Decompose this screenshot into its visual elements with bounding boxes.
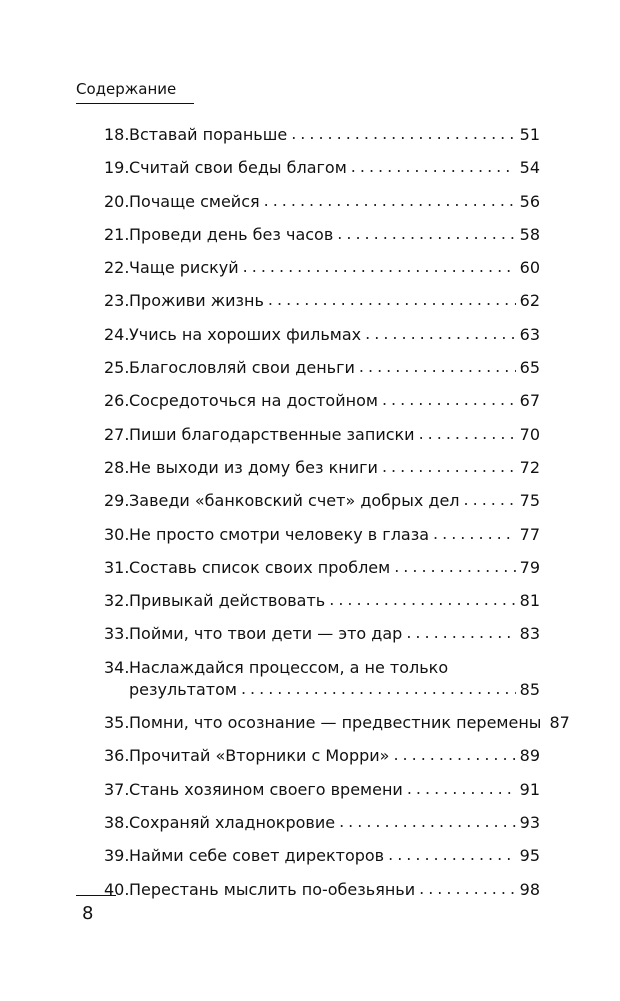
toc-entry [104, 712, 570, 734]
toc-entry-number: 30. [104, 524, 130, 544]
toc-entry [104, 745, 540, 767]
toc-entry-page: 93 [519, 812, 540, 832]
toc-entry-title: Пиши благодарственные записки [129, 424, 415, 444]
toc-entry-page: 91 [519, 779, 540, 799]
toc-entry-number: 37. [104, 779, 130, 799]
toc-leader-dots [329, 589, 515, 611]
toc-entry-number: 21. [104, 224, 130, 244]
toc-entry-page: 95 [519, 846, 540, 866]
toc-entry-page: 62 [519, 291, 540, 311]
toc-entry-page: 77 [519, 524, 540, 544]
toc-entry-title: Помни, что осознание — предвестник перемены [129, 713, 542, 733]
toc-entry [104, 257, 540, 279]
toc-entry-page: 98 [519, 879, 540, 899]
toc-entry-title: Наслаждайся процессом, а не только [129, 657, 449, 677]
toc-entry [104, 812, 540, 834]
toc-entry-title: Благословляй свои деньги [129, 358, 355, 378]
toc-entry-number: 31. [104, 557, 130, 577]
toc-entry-number: 32. [104, 591, 130, 611]
toc-entry-title: Привыкай действовать [129, 591, 326, 611]
toc-entry-number: 39. [104, 846, 130, 866]
toc-entry-title: Найми себе совет директоров [129, 846, 385, 866]
toc-leader-dots [382, 389, 516, 411]
toc-entry-number: 20. [104, 191, 130, 211]
toc-leader-dots [359, 356, 516, 378]
toc-entry-number: 27. [104, 424, 130, 444]
toc-entry [104, 879, 540, 901]
toc-entry [104, 390, 540, 412]
toc-entry [104, 157, 540, 179]
running-head-title: Содержание [76, 80, 177, 98]
toc-entry-number: 23. [104, 291, 130, 311]
toc-leader-dots [241, 678, 516, 700]
toc-entry-title: Считай свои беды благом [129, 158, 347, 178]
toc-entry-page: 70 [519, 424, 540, 444]
toc-entry [104, 657, 540, 701]
toc-entry [104, 524, 540, 546]
toc-entry-number: 35. [104, 713, 130, 733]
footer-rule [76, 895, 116, 896]
toc-leader-dots [268, 289, 516, 311]
toc-entry-number: 19. [104, 158, 130, 178]
toc-entry-number: 40. [104, 879, 130, 899]
toc-entry [104, 124, 540, 146]
toc-entry-page: 63 [519, 324, 540, 344]
toc-entry-number: 22. [104, 258, 130, 278]
toc-leader-dots [339, 811, 516, 833]
toc-entry [104, 457, 540, 479]
toc-entry-title-cont: результатом [129, 679, 237, 699]
toc-entry-title: Сосредоточься на достойном [129, 391, 378, 411]
toc-entry [104, 779, 540, 801]
toc-entry-title: Учись на хороших фильмах [129, 324, 362, 344]
toc-leader-dots [464, 489, 516, 511]
toc-entry-number: 34. [104, 657, 130, 677]
toc-entry-number: 26. [104, 391, 130, 411]
toc-entry-page: 60 [519, 258, 540, 278]
toc-entry-page: 75 [519, 491, 540, 511]
toc-entry-number: 38. [104, 812, 130, 832]
toc-entry-page: 72 [519, 457, 540, 477]
toc-entry [104, 224, 540, 246]
toc-entry-page: 67 [519, 391, 540, 411]
toc-entry-title: Вставай пораньше [129, 125, 288, 144]
toc-leader-dots [419, 878, 516, 900]
toc-entry [104, 845, 540, 867]
toc-entry-page: 54 [519, 158, 540, 178]
toc-entry-page: 87 [549, 713, 570, 733]
toc-entry-title: Не выходи из дому без книги [129, 457, 378, 477]
toc-leader-dots [393, 744, 515, 766]
toc-entry [104, 590, 540, 612]
toc-entry-page: 89 [519, 746, 540, 766]
toc-entry-title: Составь список своих проблем [129, 557, 391, 577]
toc-entry-title: Прочитай «Вторники с Морри» [129, 746, 390, 766]
toc-leader-dots [382, 456, 516, 478]
table-of-contents [104, 124, 570, 912]
toc-entry-title: Почаще смейся [129, 191, 260, 211]
toc-entry [104, 424, 540, 446]
toc-entry-number: 33. [104, 624, 130, 644]
toc-leader-dots [291, 123, 515, 145]
toc-entry-number: 28. [104, 457, 130, 477]
toc-entry-title: Чаще рискуй [129, 258, 239, 278]
toc-entry-title: Заведи «банковский счет» добрых дел [129, 491, 460, 511]
toc-entry-page: 81 [519, 591, 540, 611]
toc-entry-number: 25. [104, 358, 130, 378]
toc-entry [104, 191, 540, 213]
toc-entry-page: 65 [519, 358, 540, 378]
toc-leader-dots [394, 556, 515, 578]
toc-entry [104, 623, 540, 645]
toc-entry-title: Пойми, что твои дети — это дар [129, 624, 403, 644]
toc-entry [104, 490, 540, 512]
running-head [76, 80, 194, 104]
toc-entry-number: 36. [104, 746, 130, 766]
toc-leader-dots [264, 190, 516, 212]
toc-entry [104, 324, 540, 346]
toc-entry-title: Не просто смотри человеку в глаза [129, 524, 430, 544]
toc-entry [104, 557, 540, 579]
toc-leader-dots [243, 256, 516, 278]
toc-entry-title: Проведи день без часов [129, 224, 334, 244]
toc-leader-dots [365, 323, 516, 345]
toc-entry-title: Сохраняй хладнокровие [129, 812, 336, 832]
toc-entry-number: 29. [104, 491, 130, 511]
toc-entry-page: 83 [519, 624, 540, 644]
toc-entry-number: 24. [104, 324, 130, 344]
toc-entry [104, 290, 540, 312]
toc-entry-page: 58 [519, 224, 540, 244]
toc-entry [104, 357, 540, 379]
toc-entry-page: 79 [519, 557, 540, 577]
toc-leader-dots [351, 156, 516, 178]
toc-entry-title: Проживи жизнь [129, 291, 264, 311]
running-head-rule [76, 103, 194, 104]
toc-entry-page: 51 [519, 125, 540, 144]
toc-entry-page: 56 [519, 191, 540, 211]
toc-entry-number: 18. [104, 125, 130, 144]
toc-leader-dots [337, 223, 515, 245]
toc-leader-dots [407, 778, 516, 800]
toc-leader-dots [433, 523, 516, 545]
toc-leader-dots [388, 844, 516, 866]
page-number: 8 [82, 903, 94, 924]
toc-leader-dots [406, 622, 515, 644]
toc-entry-title: Стань хозяином своего времени [129, 779, 403, 799]
toc-entry-title: Перестань мыслить по-обезьяньи [129, 879, 416, 899]
toc-entry-page: 85 [519, 679, 540, 699]
toc-leader-dots [419, 423, 516, 445]
